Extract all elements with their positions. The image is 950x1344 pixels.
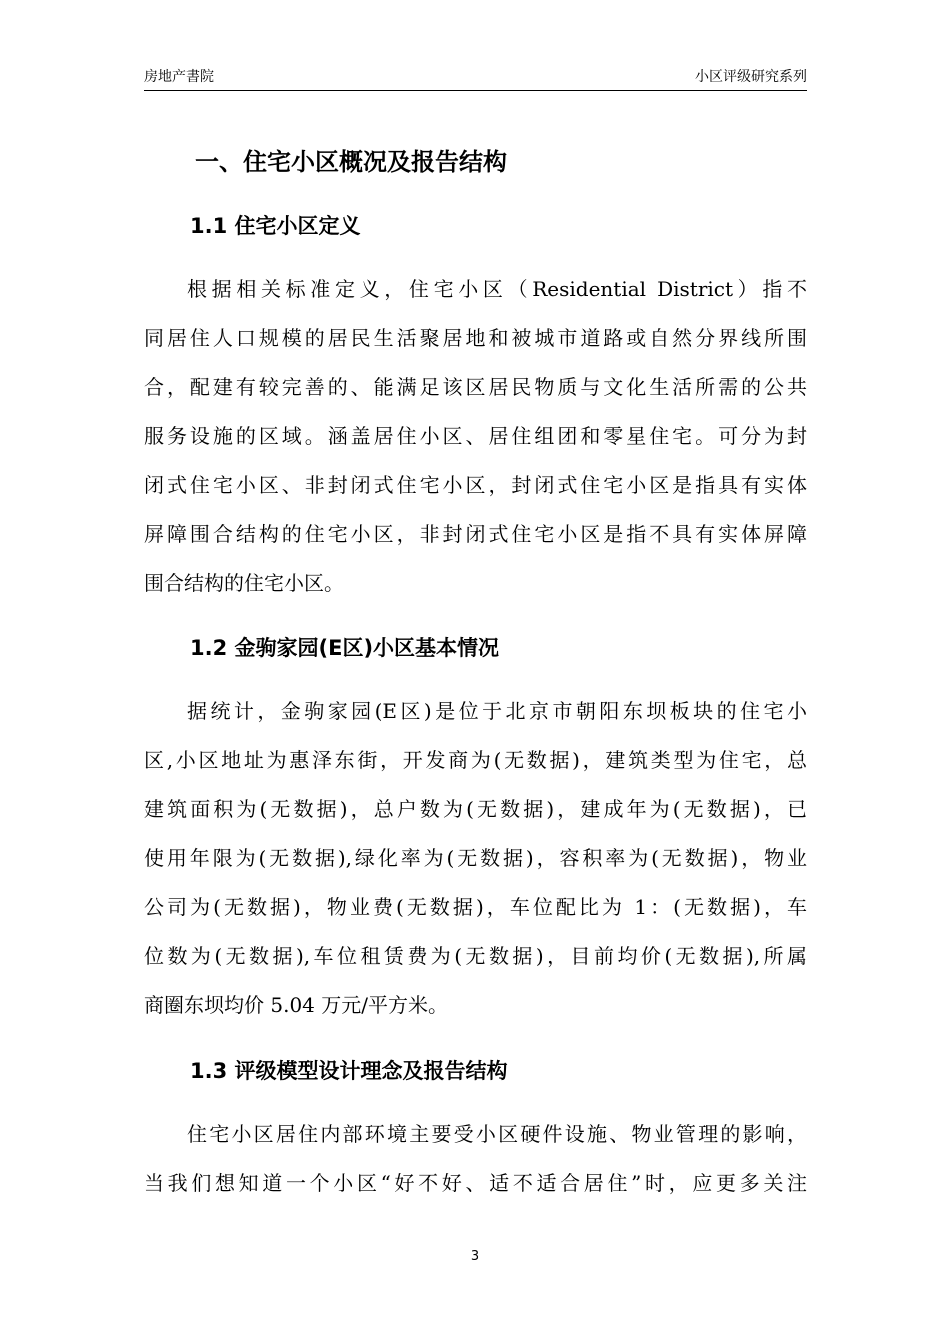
text-line: 同居住人口规模的居民生活聚居地和被城市道路或自然分界线所围 bbox=[144, 326, 807, 350]
header-publisher: 房地产書院 bbox=[144, 69, 214, 85]
text-line: 建筑面积为(无数据)，总户数为(无数据)，建成年为(无数据)，已 bbox=[144, 797, 807, 821]
text-line: 使用年限为(无数据),绿化率为(无数据)，容积率为(无数据)，物业 bbox=[144, 846, 807, 870]
text-line: 闭式住宅小区、非封闭式住宅小区，封闭式住宅小区是指具有实体 bbox=[144, 473, 807, 497]
subsection-title-1-1: 1.1 住宅小区定义 bbox=[190, 214, 361, 238]
subsection-title-1-3: 1.3 评级模型设计理念及报告结构 bbox=[190, 1059, 508, 1083]
text-line: 住宅小区居住内部环境主要受小区硬件设施、物业管理的影响， bbox=[187, 1122, 807, 1146]
text-line: 区,小区地址为惠泽东街，开发商为(无数据)，建筑类型为住宅，总 bbox=[144, 748, 807, 772]
subsection-title-1-2: 1.2 金驹家园(E区)小区基本情况 bbox=[190, 636, 500, 660]
text-line: 根据相关标准定义，住宅小区（Residential District）指不 bbox=[187, 277, 807, 301]
paragraph-residential-definition bbox=[144, 265, 807, 608]
text-line: 合，配建有较完善的、能满足该区居民物质与文化生活所需的公共 bbox=[144, 375, 807, 399]
text-line: 当我们想知道一个小区“好不好、适不适合居住”时，应更多关注 bbox=[144, 1171, 807, 1195]
paragraph-community-overview bbox=[144, 687, 807, 1030]
text-line: 服务设施的区域。涵盖居住小区、居住组团和零星住宅。可分为封 bbox=[144, 424, 807, 448]
text-line: 商圈东坝均价 5.04 万元/平方米。 bbox=[144, 993, 448, 1017]
paragraph-rating-model bbox=[144, 1110, 807, 1208]
section-title: 一、住宅小区概况及报告结构 bbox=[195, 148, 507, 176]
page-number: 3 bbox=[470, 1249, 480, 1264]
text-line: 屏障围合结构的住宅小区，非封闭式住宅小区是指不具有实体屏障 bbox=[144, 522, 807, 546]
header-series-title: 小区评级研究系列 bbox=[695, 69, 807, 85]
text-line: 公司为(无数据)，物业费(无数据)，车位配比为 1：(无数据)，车 bbox=[144, 895, 807, 919]
page-header bbox=[144, 64, 807, 91]
text-line: 据统计，金驹家园(E区)是位于北京市朝阳东坝板块的住宅小 bbox=[187, 699, 807, 723]
text-line: 位数为(无数据),车位租赁费为(无数据)，目前均价(无数据),所属 bbox=[144, 944, 807, 968]
text-line: 围合结构的住宅小区。 bbox=[144, 571, 344, 595]
